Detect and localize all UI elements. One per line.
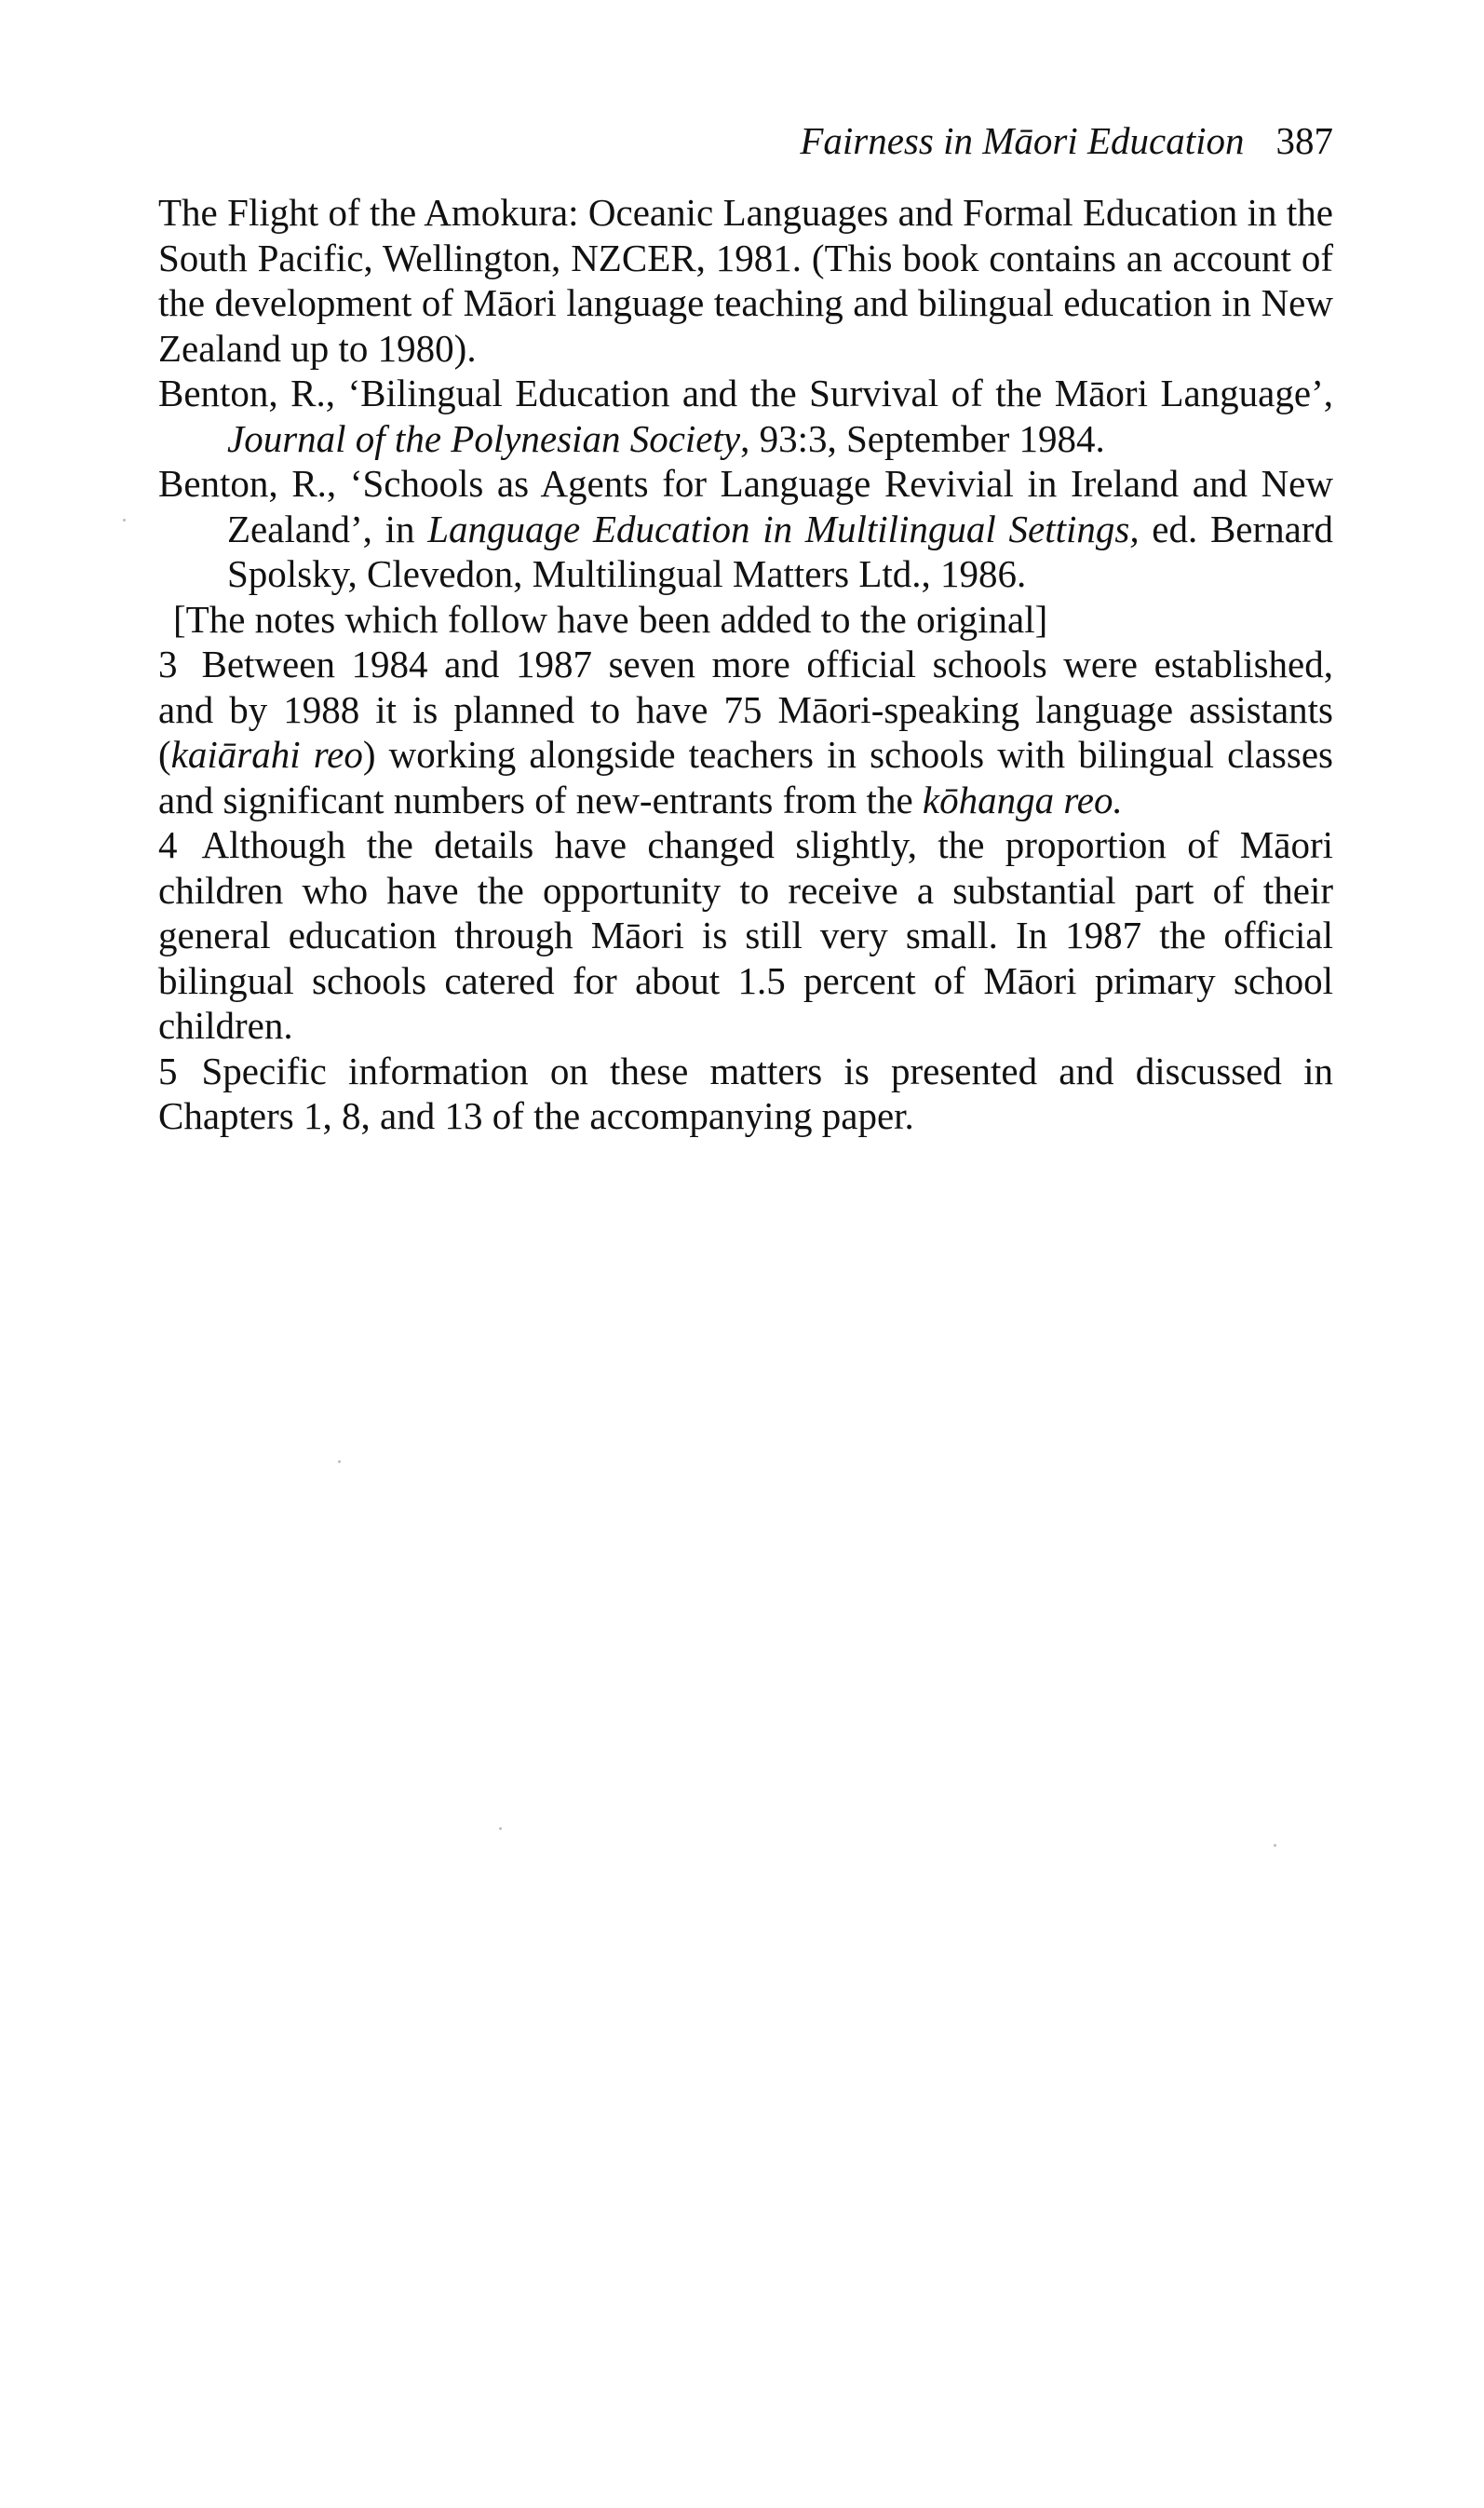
footnote-term-kohanga-reo: kōhanga reo.: [922, 778, 1123, 821]
editorial-note: [The notes which follow have been added to the original]: [173, 597, 1048, 641]
footnote-term-kaiarahi-reo: kaiārahi reo: [170, 733, 363, 776]
running-head-title: Fairness in Māori Education: [800, 119, 1245, 162]
footnote-number: 3: [158, 643, 178, 685]
reference-text: The Flight of the Amokura: Oceanic Languages and Formal Education in the South Pacific, Wellington, NZCER, 1981. (This book contains an account of the development of Māori language teaching and bilingual education in New Zealand up to 1980).: [158, 191, 1333, 370]
reference-continuation: [158, 190, 1333, 371]
footnote-3: [158, 642, 1333, 822]
reference-details: , 93:3, September 1984.: [740, 416, 1105, 460]
reference-journal: Journal of the Polynesian Society: [227, 416, 741, 460]
book-page: [158, 112, 1333, 1139]
footnote-text: Although the details have changed slightly, the proportion of Māori children who have the opportunity to receive a substantial part of their general education through Māori is still very small. In 1987 the official bilingual schools catered for about 1.5 percent of Māori primary school children.: [158, 823, 1333, 1047]
footnote-5: [158, 1049, 1333, 1139]
footnote-number: 5: [158, 1049, 178, 1092]
reference-author-title: Benton, R., ‘Schools as Agents for Language Revivial in Ireland and New Zealand’, in: [158, 462, 1333, 550]
reference-book-title: Language Education in Multilingual Settings,: [427, 507, 1140, 550]
scan-speck: [499, 1827, 502, 1830]
footnote-text: Between 1984 and 1987 seven more official schools were established, and by 1988 it is planned to have 75 Māori-speaking language assistants (: [158, 643, 1333, 776]
reference-benton-1986: [158, 461, 1333, 597]
footnote-text: ) working alongside teachers in schools with bilingual classes and significant numbers of new-entrants from the: [158, 733, 1333, 821]
footnote-number: 4: [158, 823, 178, 866]
page-number: 387: [1275, 119, 1333, 162]
running-head: [158, 112, 1333, 169]
scan-speck: [123, 519, 126, 522]
reference-details: ed. Bernard Spolsky, Clevedon, Multilingual Matters Ltd., 1986.: [227, 507, 1333, 595]
footnote-4: [158, 822, 1333, 1049]
footnote-text: Specific information on these matters is presented and discussed in Chapters 1, 8, and 13 of the accompanying paper.: [158, 1049, 1333, 1137]
reference-author-title: Benton, R., ‘Bilingual Education and the Survival of the Māori Language’,: [158, 372, 1333, 414]
reference-benton-1984: [158, 371, 1333, 461]
scan-speck: [338, 1460, 341, 1463]
scan-speck: [1274, 1844, 1276, 1847]
